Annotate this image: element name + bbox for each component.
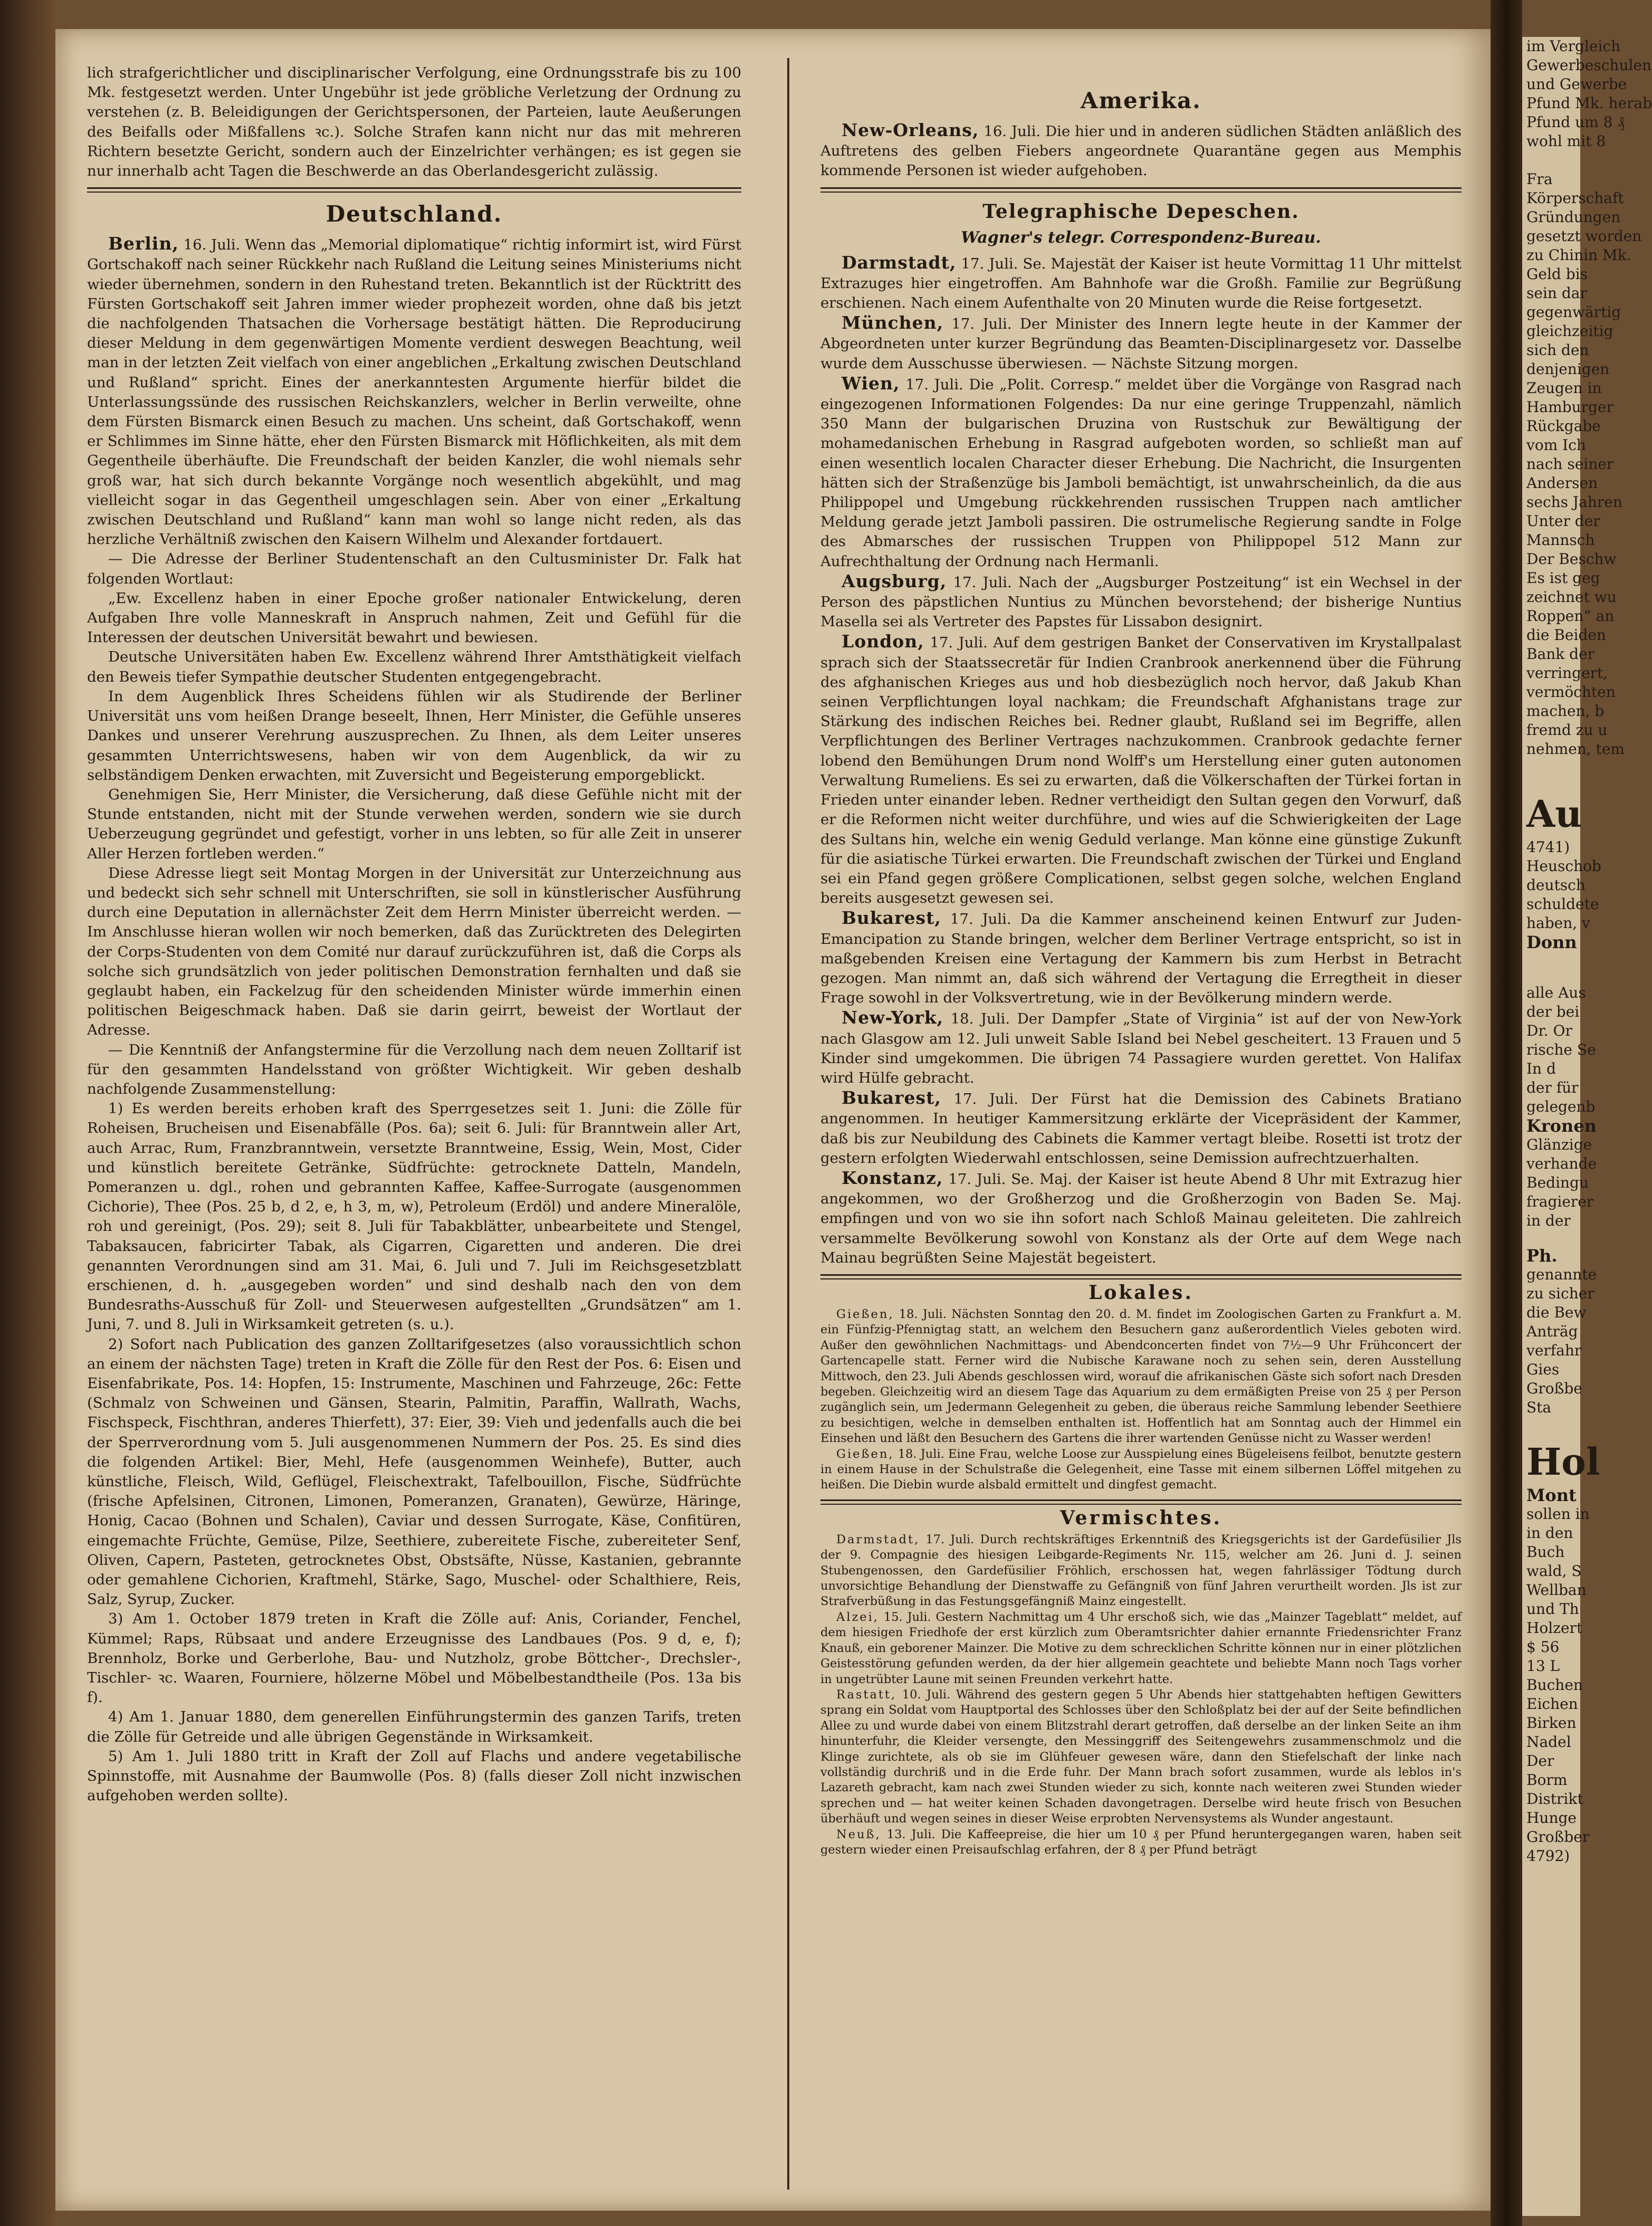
adjacent-text-line: Es ist geg bbox=[1526, 569, 1600, 587]
adjacent-text-line: vom Ich bbox=[1526, 436, 1586, 454]
ad-text-lines bbox=[1522, 1135, 1597, 1230]
dateline-place: München, bbox=[842, 312, 944, 333]
vermischtes-item bbox=[820, 1532, 1462, 1610]
vermischtes-item bbox=[820, 1610, 1462, 1687]
quote-paragraph: Deutsche Universitäten haben Ew. Excellenz während Ihrer Amtsthätigkeit vielfach den Beweis tiefer Sympathie deutscher Studenten entgegengebracht. bbox=[87, 648, 741, 685]
adjacent-text-line: Unter der bbox=[1526, 512, 1600, 530]
dateline-place: New-Orleans, bbox=[842, 120, 979, 140]
dateline-place: New-York, bbox=[842, 1007, 944, 1028]
giessen-article bbox=[820, 1307, 1462, 1447]
left-column bbox=[87, 63, 741, 2174]
ad-heading: Hol bbox=[1526, 1440, 1600, 1484]
adjacent-text-line: Mannsch bbox=[1526, 531, 1595, 549]
dateline-place: Berlin, bbox=[108, 233, 179, 254]
article-text: 16. Juli. Die hier und in anderen südlichen Städten anläßlich des Auftretens des gelben Fiebers angeordnete Quarantäne gegen aus Memphis kommende Personen ist wieder aufgehoben. bbox=[820, 123, 1462, 179]
page-gutter bbox=[1491, 0, 1522, 2226]
adresse-followup-paragraph: Diese Adresse liegt seit Montag Morgen in der Universität zur Unterzeichnung aus und bedeckt sich sehr schnell mit Unterschriften, sie soll in künstlerischer Ausführung durch eine Deputation in allernächster Zeit dem Herrn Minister überreicht werden. — Im Anschlusse hieran wollen wir noch bemerken, daß das Zurücktreten des Delegirten der Corps-Studenten von dem Comité nur darauf zurückzuführen ist, daß die Corps als solche sich grundsätzlich von jeder politischen Demonstration fernhalten und daß sie geglaubt haben, ein Fackelzug für den scheidenden Minister würde immerhin einen politischen Beigeschmack haben. Daß sie darin geirrt, beweist der Wortlaut der Adresse. bbox=[87, 864, 741, 1039]
adjacent-text-line: genannte bbox=[1526, 1266, 1597, 1283]
adjacent-text-line: Sta bbox=[1526, 1399, 1552, 1416]
zoll-item-1: 1) Es werden bereits erhoben kraft des Sperrgesetzes seit 1. Juni: die Zölle für Roheisen, Brucheisen und Eisenabfälle (Pos. 6a); seit 6. Juli: für Branntwein aller Art, auch Arrac, Rum, Franzbranntwein, versetzte Branntweine, Essig, Wein, Most, Cider und künstlich bereitete Getränke, Südfrüchte: getrocknete Datteln, Mandeln, Pomeranzen u. dgl., rohen und gebrannten Kaffee, Kaffee-Surrogate (ausgenommen Cichorie), Thee (Pos. 25 b, d 2, e, h 3, m, w), Petroleum (Erdöl) und andere Mineralöle, roh und gereinigt, (Pos. 29); seit 8. Juli für Tabakblätter, unbearbeitete und Stengel, Tabaksaucen, fabricirter Tabak, als Cigarren, Cigaretten und anderen. Die drei genannten Verordnungen sind am 31. Mai, 6. Juli und 7. Juli im Reichsgesetzblatt erschienen, d. h. „ausgegeben worden“ und sind deshalb nach den von dem Bundesraths-Ausschuß für Zoll- und Steuerwesen aufgestellten „Grundsätzen“ am 1. Juni, 7. und 8. Juli in Wirksamkeit getreten (s. u.). bbox=[87, 1100, 741, 1333]
adjacent-text-line: Eichen bbox=[1526, 1695, 1578, 1713]
adjacent-text-line: gesetzt worden bbox=[1526, 227, 1642, 245]
zoll-item-3: 3) Am 1. October 1879 treten in Kraft die Zölle auf: Anis, Coriander, Fenchel, Kümmel; Raps, Rübsaat und andere Erzeugnisse des Landbaues (Pos. 9 d, e, f); Brennholz, Borke und Gerberlohe, Bau- und Nutzholz, grobe Böttcher-, Drechsler-, Tischler- ꝛc. Waaren, Fourniere, hölzerne Möbel und Möbelbestandtheile (Pos. 13a bis f). bbox=[87, 1610, 741, 1706]
adjacent-text-line: rische Se bbox=[1526, 1041, 1596, 1058]
ad-text-lines bbox=[1522, 983, 1596, 1116]
article-text: 18. Juli. Nächsten Sonntag den 20. d. M. findet im Zoologischen Garten zu Frankfurt a. M. ein Fünfzig-Pfennigtag statt, an welchem den Besuchern ganz außerordentlich Vieles geboten wird. Außer den gewöhnlichen Nachmittags- und Abendconcerten findet von 7½—9 Uhr Frühconcert der Gartencapelle statt. Ferner wird die Nubische Karawane noch zu sehen sein, deren Ausstellung Mittwoch, den 23. Juli Abends geschlossen wird, worauf die afrikanischen Gäste sich sofort nach Dresden begeben. Gleichzeitig wird an diesem Tage das Aquarium zu dem ermäßigten Preise von 25 ₰ per Person zugänglich sein, um Jedermann Gelegenheit zu geben, die überaus reiche Sammlung lebender Seethiere zu besichtigen, welche in demselben enthalten ist. Hoffentlich hat am Sonntag auch der Himmel ein Einsehen und läßt den Besuchern des Gartens die ihrer wartenden Genüsse nicht zu Wasser werden! bbox=[820, 1307, 1462, 1446]
adjacent-text-line: Hunge bbox=[1526, 1809, 1577, 1827]
adresse-paragraph: — Die Adresse der Berliner Studentenschaft an den Cultusminister Dr. Falk hat folgenden Wortlaut: bbox=[87, 550, 741, 587]
article-text: 16. Juli. Wenn das „Memorial diplomatique“ richtig informirt ist, wird Fürst Gortschakoff nach seiner Rückkehr nach Rußland die Leitung seines Ministeriums nicht wieder übernehmen, sondern in den Ruhestand treten. Bekanntlich ist der Rücktritt des Fürsten Gortschakoff seit Jahren immer wieder prophezeit worden, ohne daß bis jetzt die nachfolgenden Thatsachen die Vorhersage bestätigt hätten. Die Reproducirung dieser Meldung in dem gegenwärtigen Momente verdient deswegen Beachtung, weil man in der letzten Zeit vielfach von einer angeblichen „Erkaltung zwischen Deutschland und Rußland“ spricht. Eines der anerkanntesten Argumente hierfür bildet die Unterlassungssünde des russischen Reichskanzlers, welcher in Berlin verweilte, ohne dem Fürsten Bismarck einen Besuch zu machen. Uns scheint, daß Gortschakoff, wenn er Schlimmes im Sinne hätte, eher den Fürsten Bismarck mit Höflichkeiten, als mit dem Gegentheile überhäufte. Die Freundschaft der beiden Kanzler, die wohl niemals sehr groß war, hat sich durch bekannte Vorgänge noch wesentlich abgekühlt, und mag vielleicht sogar in das Gegentheil umgeschlagen sein. Aber von einer „Erkaltung zwischen Deutschland und Rußland“ kann man wohl so lange nicht reden, als das herzliche Verhältniß zwischen den Kaisern Wilhelm und Alexander fortdauert. bbox=[87, 236, 741, 548]
adjacent-text-line: die Beiden bbox=[1526, 626, 1606, 644]
adjacent-text-line: und Gewerbe bbox=[1526, 75, 1627, 93]
adjacent-text-line: Wellban bbox=[1526, 1581, 1587, 1599]
adjacent-text-line: sein dar bbox=[1526, 284, 1587, 302]
article-text: 13. Juli. Die Kaffeepreise, die hier um 10 ₰ per Pfund heruntergegangen waren, haben seit gestern wieder einen Preisaufschlag erfahren, der 8 ₰ per Pfund beträgt bbox=[820, 1827, 1462, 1857]
adjacent-text-line: in den bbox=[1526, 1524, 1573, 1542]
article-text: 17. Juli. Se. Majestät der Kaiser ist heute Vormittag 11 Uhr mittelst Extrazuges hier eingetroffen. Am Bahnhofe war die Großh. Familie zur Begrüßung erschienen. Nach einem Aufenthalte von 20 Minuten wurde die Reise fortgesetzt. bbox=[820, 255, 1462, 312]
adjacent-text-line: sich den bbox=[1526, 341, 1589, 359]
article-text: 18. Juli. Eine Frau, welche Loose zur Ausspielung eines Bügeleisens feilbot, benutzte gestern in einem Hause in der Schulstraße die Gelegenheit, eine Tasse mit einem silbernen Löffel mitgehen zu heißen. Die Diebin wurde alsbald ermittelt und dingfest gemacht. bbox=[820, 1447, 1462, 1492]
quote-paragraph: Genehmigen Sie, Herr Minister, die Versicherung, daß diese Gefühle nicht mit der Stunde entstanden, nicht mit der Stunde verwehen werden, sondern wie sie durch Ueberzeugung gegründet und gefestigt, vorher in uns lebten, so für alle Zeit in unserer Aller Herzen fortleben werden.“ bbox=[87, 786, 741, 862]
article-text: 17. Juli. Durch rechtskräftiges Erkenntniß des Kriegsgerichts ist der Gardefüsilier Jls der 9. Compagnie des hiesigen Leibgarde-Regiments Nr. 115, welcher am 26. Juni d. J. seinen Stubengenossen, den Gardefüsilier Fröhlich, erschossen hat, wegen fahrlässiger Tödtung durch unvorsichtige Behandlung der Dienstwaffe zu Gefängniß von fünf Jahren verurtheilt worden. Jls ist zur Strafverbüßung in das Festungsgefängniß Mainz eingestellt. bbox=[820, 1532, 1462, 1609]
quote-paragraph: In dem Augenblick Ihres Scheidens fühlen wir als Studirende der Berliner Universität uns vom heißen Drange beseelt, Ihnen, Herr Minister, die Gefühle unseres Dankes und unserer Verehrung auszusprechen. Zu Ihnen, als dem Leiter unseres gesammten Unterrichtswesens, haben wir von dem Augenblick, da wir zu selbständigem Denken erwachten, mit Zuversicht und Begeisterung emporgeblickt. bbox=[87, 687, 741, 784]
ad-text-lines bbox=[1522, 1265, 1597, 1417]
adjacent-text-line: der bei bbox=[1526, 1003, 1580, 1020]
ad-bold-text: Ph. bbox=[1526, 1246, 1558, 1266]
adjacent-text-line: Gewerbeschulen bbox=[1526, 56, 1652, 74]
muenchen-article bbox=[820, 313, 1462, 374]
section-title-deutschland: Deutschland. bbox=[326, 201, 503, 227]
adjacent-text-line: gleichzeitig bbox=[1526, 322, 1613, 340]
adjacent-text-line: fremd zu u bbox=[1526, 721, 1608, 739]
adjacent-text-line: verringert, bbox=[1526, 664, 1608, 682]
adjacent-text-line: Der Beschw bbox=[1526, 550, 1617, 568]
adjacent-text-line: Fra bbox=[1526, 170, 1553, 188]
adjacent-text-line: Körperschaft bbox=[1526, 189, 1624, 207]
dateline-place: Wien, bbox=[842, 372, 900, 394]
adjacent-text-line: in der bbox=[1526, 1212, 1571, 1229]
adjacent-text-line: zeichnet wu bbox=[1526, 588, 1617, 606]
adjacent-text-line: Der bbox=[1526, 1752, 1554, 1770]
adjacent-text-line: gegenwärtig bbox=[1526, 303, 1621, 321]
adjacent-text-line: Bank der bbox=[1526, 645, 1595, 663]
adjacent-text-line: wald, S bbox=[1526, 1562, 1582, 1580]
adjacent-text-line: Gies bbox=[1526, 1361, 1560, 1378]
ad-heading: Au bbox=[1526, 792, 1582, 836]
vermischtes-item bbox=[820, 1827, 1462, 1858]
article-text: 15. Juli. Gestern Nachmittag um 4 Uhr erschoß sich, wie das „Mainzer Tageblatt“ meldet, auf dem hiesigen Friedhofe der erst kürzlich zum Oberamtsrichter dahier ernannte Friedensrichter Franz Knauß, ein geborener Mainzer. Die Motive zu dem schrecklichen Schritte können nur in einer plötzlichen Geistesstörung gefunden werden, da der hier allgemein geachtete und beliebte Mann noch Tags vorher in ungetrübter Laune mit seinen Freunden verkehrt hatte. bbox=[820, 1610, 1462, 1686]
right-column bbox=[820, 79, 1462, 2168]
adjacent-text-line: alle Aus bbox=[1526, 984, 1586, 1001]
adjacent-text-line: Großbe bbox=[1526, 1380, 1582, 1397]
adjacent-text-line: Hamburger bbox=[1526, 398, 1613, 416]
adjacent-text-line: Rückgabe bbox=[1526, 417, 1601, 435]
section-title-vermischtes: Vermischtes. bbox=[1060, 1506, 1222, 1529]
adjacent-text-line: nehmen, tem bbox=[1526, 740, 1625, 758]
article-text: 17. Juli. Da die Kammer anscheinend keinen Entwurf zur Juden-Emancipation zu Stande bringen, welcher dem Berliner Vertrage entspricht, so ist in maßgebenden Kreisen eine Vertagung der Kammern bis zum Herbst in Betracht gezogen. Man nimmt an, daß sich während der Vertagung die Erregtheit in dieser Frage sowohl in der Volksvertretung, wie in der Bevölkerung mindern werde. bbox=[820, 911, 1462, 1007]
section-rule bbox=[820, 1274, 1462, 1279]
adjacent-text-line: und Th bbox=[1526, 1600, 1579, 1618]
dateline-place: Darmstadt, bbox=[842, 252, 957, 273]
adjacent-text-line: der für bbox=[1526, 1079, 1579, 1096]
adjacent-text-line: schuldete bbox=[1526, 895, 1599, 913]
dateline-place: Augsburg, bbox=[842, 570, 947, 591]
dateline-place: Darmstadt, bbox=[836, 1532, 920, 1546]
adjacent-text-line: im Vergleich bbox=[1526, 37, 1621, 55]
bukarest-article bbox=[820, 1088, 1462, 1168]
adjacent-text-line: Buch bbox=[1526, 1543, 1565, 1561]
augsburg-article bbox=[820, 571, 1462, 632]
adjacent-text-line: denjenigen bbox=[1526, 360, 1610, 378]
adjacent-text-line: deutsch bbox=[1526, 876, 1586, 894]
article-text: 17. Juli. Auf dem gestrigen Banket der Conservativen im Krystallpalast sprach sich der Staatssecretär für Indien Cranbrook anerkennend über die Führung des afghanischen Krieges aus und hob diesbezüglich noch hervor, daß Jakub Khan seinen Verpflichtungen loyal nachkam; die Freundschaft Afghanistans trage zur Stärkung des indischen Reiches bei. Redner glaubt, Rußland sei im Begriffe, allen Verpflichtungen des Berliner Vertrages nachzukommen. Cranbrook gedachte ferner lobend den Bemühungen Drum nond Wolff's um Herstellung einer guten autonomen Verwaltung Rumeliens. Es sei zu erwarten, daß die Völkerschaften der Türkei fortan in Frieden unter einander leben. Redner vertheidigt den Sultan gegen den Vorwurf, daß er die Reformen nicht weiter durchführe, und wies auf die Schwierigkeiten der Lage des Sultans hin, welche ein wenig Geduld verlange. Man könne eine günstige Zukunft für die asiatische Türkei erwarten. Die Freundschaft zwischen der Türkei und England sei ein Pfand gegen größere Complicationen, selbst gegen solche, welchen England bereits ausgesetzt gewesen sei. bbox=[820, 634, 1462, 907]
adjacent-text-line: Dr. Or bbox=[1526, 1022, 1572, 1039]
dateline-place: Alzei, bbox=[836, 1610, 879, 1624]
adjacent-text-line: zu Chinin Mk. bbox=[1526, 246, 1631, 264]
adjacent-text-line: verhande bbox=[1526, 1155, 1597, 1172]
adjacent-text-line bbox=[1522, 151, 1580, 170]
article-text: 17. Juli. Nach der „Augsburger Postzeitung“ ist ein Wechsel in der Person des päpstlichen Nuntius zu München bevorstehend; der bisherige Nuntius Masella sei als Vertreter des Papstes für Lissabon designirt. bbox=[820, 574, 1462, 630]
adjacent-text-line: Bedingu bbox=[1526, 1174, 1589, 1191]
adjacent-text-line: 4741) bbox=[1526, 838, 1570, 856]
adjacent-text-line: gelegenb bbox=[1526, 1098, 1596, 1115]
adjacent-text-line: Nadel bbox=[1526, 1733, 1571, 1751]
zoll-item-4: 4) Am 1. Januar 1880, dem generellen Einführungstermin des ganzen Tarifs, treten die Zölle für Getreide und alle übrigen Gegenstände in Wirksamkeit. bbox=[87, 1708, 741, 1745]
adjacent-text-line: Pfund Mk. herab bbox=[1526, 94, 1652, 112]
adjacent-text-line: sechs Jahren bbox=[1526, 493, 1622, 511]
dateline-place: London, bbox=[842, 631, 924, 652]
dateline-place: Rastatt, bbox=[836, 1687, 897, 1702]
adjacent-text-line: vermöchten bbox=[1526, 683, 1616, 701]
adjacent-text-line: 4792) bbox=[1526, 1847, 1570, 1865]
adjacent-text-line: Heuschob bbox=[1526, 857, 1601, 875]
adjacent-page-edge bbox=[1522, 37, 1652, 2216]
ad-text-lines bbox=[1522, 838, 1601, 933]
wien-article bbox=[820, 374, 1462, 571]
neworleans-article bbox=[820, 120, 1462, 181]
ad-text-lines bbox=[1522, 1505, 1590, 1866]
adjacent-text-line: In d bbox=[1526, 1060, 1556, 1077]
intro-paragraph: lich strafgerichtlicher und disciplinarischer Verfolgung, eine Ordnungsstrafe bis zu 100 Mk. festgesetzt werden. Unter Ungebühr ist jede gröbliche Verletzung der Ordnung zu verstehen (z. B. Beleidigungen der Gerichtspersonen, der Parteien, laute Aeußerungen des Beifalls oder Mißfallens ꝛc.). Solche Strafen kann nicht nur das mit mehreren Richtern besetzte Gericht, sondern auch der Einzelrichter verhängen; es ist gegen sie nur innerhalb acht Tagen die Beschwerde an das Oberlandesgericht zulässig. bbox=[87, 64, 741, 180]
vermischtes-item bbox=[820, 1687, 1462, 1827]
ad-bold-text: Kronen bbox=[1526, 1116, 1597, 1136]
bukarest-article bbox=[820, 908, 1462, 1008]
adjacent-text-line: Gründungen bbox=[1526, 208, 1621, 226]
article-text: 17. Juli. Die „Polit. Corresp.“ meldet über die Vorgänge von Rasgrad nach eingezogenen Informationen Folgendes: Da nur eine geringe Truppenzahl, nämlich 350 Mann der bulgarischen Druzina von Rustschuk zur Bewältigung der mohamedanischen Erhebung in Rasgrad aufgeboten worden, so schließt man auf einen wesentlich localen Character dieser Erhebung. Die Nachricht, die Insurgenten hätten sich der Straßenzüge bis Jamboli bemächtigt, ist unwahrscheinlich, da die aus Philippopel und Umgebung rückkehrenden russischen Truppen nach amtlicher Meldung gerade jetzt Jamboli passiren. Die ostrumelische Regierung sandte in Folge des Abmarsches der russischen Truppen von Philippopel 512 Mann zur Aufrechthaltung der Ordnung nach Hermanli. bbox=[820, 376, 1462, 570]
section-rule bbox=[87, 187, 741, 193]
adjacent-text-line: Zeugen in bbox=[1526, 379, 1602, 397]
adjacent-text-line: fragierer bbox=[1526, 1193, 1594, 1210]
adjacent-text-line: machen, b bbox=[1526, 702, 1605, 720]
adjacent-text-line: Borm bbox=[1526, 1771, 1568, 1789]
quote-paragraph: „Ew. Excellenz haben in einer Epoche großer nationaler Entwickelung, deren Aufgaben Ihre volle Manneskraft in Anspruch nahmen, Zeit und Gefühl für die Interessen der deutschen Universität bewahrt und bewiesen. bbox=[87, 589, 741, 646]
article-text: 18. Juli. Der Dampfer „State of Virginia“ ist auf der von New-York nach Glasgow am 12. Juli unweit Sable Island bei Nebel gescheitert. 13 Frauen und 5 Kinder sind umgekommen. Die übrigen 74 Passagiere wurden gerettet. Von Halifax wird Hülfe gebracht. bbox=[820, 1010, 1462, 1086]
ad-bold-text: Mont bbox=[1526, 1485, 1577, 1505]
article-text: 10. Juli. Während des gestern gegen 5 Uhr Abends hier stattgehabten heftigen Gewitters sprang ein Soldat vom Hauptportal des Schlosses über den Schloßplatz bei der auf der Seite befindlichen Allee zu und wurde dabei von einem Blitzstrahl derart getroffen, daß derselbe an der linken Seite an ihm hinunterfuhr, die Kleider versengte, den Messinggriff des Seitengewehrs zusammenschmolz und die Klinge zurichtete, als ob sie im Glühfeuer gewesen wäre, dann den Stiefelschaft der linke nach vollständig durchriß und in die Erde fuhr. Der Mann brach sofort zusammen, wurde als leblos in's Lazareth gebracht, kam nach zwei Stunden wieder zu sich, konnte nach weiteren zwei Stunden wieder sprechen und — hat weiter keinen Schaden davongetragen. Derselbe wird heute frisch von Besuchen überhäuft und wegen seines in dieser Weise erprobten Nervensystems als Wunder angestaunt. bbox=[820, 1687, 1462, 1826]
adjacent-text-lines bbox=[1522, 37, 1652, 759]
adjacent-text-line: Holzert bbox=[1526, 1619, 1583, 1637]
adjacent-text-line: wohl mit 8 bbox=[1526, 132, 1606, 150]
article-text: 17. Juli. Der Minister des Innern legte heute in der Kammer der Abgeordneten unter kurzer Begründung das Beamten-Disciplinargesetz vor. Dasselbe wurde dem Ausschusse überwiesen. — Nächste Sitzung morgen. bbox=[820, 316, 1462, 372]
section-title-lokales: Lokales. bbox=[1088, 1281, 1193, 1304]
adjacent-text-line: Andersen bbox=[1526, 474, 1598, 492]
telegraph-subtitle: Wagner's telegr. Correspondenz-Bureau. bbox=[961, 228, 1321, 247]
column-divider bbox=[787, 58, 789, 2190]
adjacent-text-line: Geld bis bbox=[1526, 265, 1588, 283]
dateline-place: Gießen, bbox=[836, 1447, 894, 1461]
adjacent-text-line: haben, v bbox=[1526, 914, 1590, 932]
adjacent-text-line: Distrikt bbox=[1526, 1790, 1583, 1808]
adjacent-text-line: $ 56 bbox=[1526, 1638, 1560, 1656]
section-rule bbox=[820, 1499, 1462, 1505]
adjacent-text-line: nach seiner bbox=[1526, 455, 1614, 473]
section-title-telegraph: Telegraphische Depeschen. bbox=[982, 200, 1300, 223]
zoll-item-2: 2) Sofort nach Publication des ganzen Zolltarifgesetzes (also voraussichtlich schon an einem der nächsten Tage) treten in Kraft die Zölle für den Rest der Pos. 6: Eisen und Eisenfabrikate, Pos. 14: Hopfen, 15: Instrumente, Maschinen und Fahrzeuge, 26c: Fette (Schmalz von Schweinen und Gänsen, Stearin, Palmitin, Paraffin, Wallrath, Wachs, Fischspeck, Fischthran, anderes Thierfett), 37: Eier, 39: Vieh und jedenfalls auch die bei der Sperrverordnung vom 5. Juli ausgenommenen Nummern der Pos. 25. Es sind dies die folgenden Artikel: Bier, Mehl, Hefe (ausgenommen Weinhefe), Butter, auch künstliche, Fleisch, Wild, Geflügel, Fleischextrakt, Tafelbouillon, Fische, Südfrüchte (frische Apfelsinen, Citronen, Limonen, Pomeranzen, Granaten), Gewürze, Häringe, Honig, Cacao (Bohnen und Schalen), Caviar und dessen Surrogate, Käse, Confitüren, eingemachte Früchte, Gemüse, Pilze, Seethiere, zubereitete Fische, zubereiteter Senf, Oliven, Capern, Pasteten, getrocknetes Obst, Obstsäfte, Nüsse, Kastanien, gebrannte oder gemahlene Cichorien, Kraftmehl, Stärke, Sago, Muschel- oder Schalthiere, Reis, Salz, Syrup, Zucker. bbox=[87, 1335, 741, 1608]
giessen-article bbox=[820, 1447, 1462, 1493]
book-binding bbox=[0, 0, 55, 2226]
dateline-place: Konstanz, bbox=[842, 1167, 943, 1188]
adjacent-text-line: Buchen bbox=[1526, 1676, 1583, 1694]
adjacent-text-line: 13 L bbox=[1526, 1657, 1560, 1675]
adjacent-text-line: Anträg bbox=[1526, 1323, 1578, 1340]
adjacent-text-line: Pfund um 8 ₰ bbox=[1526, 113, 1625, 131]
adjacent-text-line: die Bew bbox=[1526, 1304, 1587, 1321]
newyork-article bbox=[820, 1008, 1462, 1088]
zolltarif-paragraph: — Die Kenntniß der Anfangstermine für die Verzollung nach dem neuen Zolltarif ist für den gesammten Handelsstand von größter Wichtigkeit. Wir geben deshalb nachfolgende Zusammenstellung: bbox=[87, 1041, 741, 1097]
darmstadt-article bbox=[820, 253, 1462, 313]
dateline-place: Gießen, bbox=[836, 1307, 894, 1321]
berlin-article bbox=[87, 234, 741, 549]
dateline-place: Bukarest, bbox=[842, 907, 941, 929]
adjacent-text-line: Glänzige bbox=[1526, 1136, 1592, 1153]
adjacent-text-line: verfahr bbox=[1526, 1342, 1582, 1359]
article-text: 17. Juli. Se. Maj. der Kaiser ist heute Abend 8 Uhr mit Extrazug hier angekommen, wo der Großherzog und die Großherzogin von Baden Se. Maj. empfingen und von wo sie ihn sofort nach Schloß Mainau geleiteten. Die zahlreich versammelte Bevölkerung sowohl von Konstanz als der Orte auf dem Wege nach Mainau begrüßten Seine Majestät begeistert. bbox=[820, 1170, 1462, 1266]
section-title-amerika: Amerika. bbox=[1081, 88, 1201, 113]
adjacent-text-line: Birken bbox=[1526, 1714, 1577, 1732]
adjacent-text-line: zu sicher bbox=[1526, 1285, 1594, 1302]
adjacent-text-line: Großber bbox=[1526, 1828, 1590, 1846]
article-text: 17. Juli. Der Fürst hat die Demission des Cabinets Bratiano angenommen. In heutiger Kammersitzung erklärte der Vicepräsident der Kammer, daß bis zur Neubildung des Cabinets die Kammer vertagt bleibe. Rosetti ist trotz der gestern erfolgten Wiederwahl entschlossen, seine Demission aufrechtzuerhalten. bbox=[820, 1091, 1462, 1167]
adjacent-text-line: sollen in bbox=[1526, 1505, 1590, 1523]
adjacent-text-line: Roppen“ an bbox=[1526, 607, 1615, 625]
dateline-place: Neuß, bbox=[836, 1827, 881, 1841]
zoll-item-5: 5) Am 1. Juli 1880 tritt in Kraft der Zoll auf Flachs und andere vegetabilische Spinnstoffe, mit Ausnahme der Baumwolle (Pos. 8) (falls dieser Zoll nicht inzwischen aufgehoben werden sollte). bbox=[87, 1747, 741, 1804]
konstanz-article bbox=[820, 1168, 1462, 1268]
section-rule bbox=[820, 187, 1462, 193]
dateline-place: Bukarest, bbox=[842, 1087, 941, 1109]
ad-bold-text: Donn bbox=[1526, 932, 1577, 952]
london-article bbox=[820, 632, 1462, 908]
